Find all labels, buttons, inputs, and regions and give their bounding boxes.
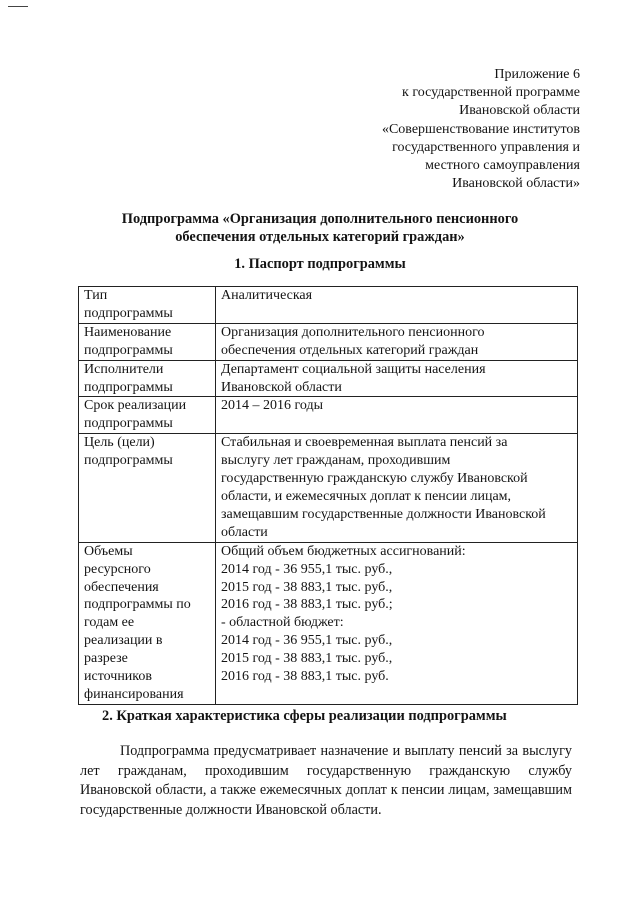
passport-label-cell <box>79 287 216 324</box>
scan-mark <box>8 6 28 7</box>
passport-value-line: 2015 год - 38 883,1 тыс. руб., <box>221 651 393 667</box>
passport-label-cell <box>79 434 216 542</box>
passport-row <box>79 434 578 542</box>
passport-label-line: разрезе <box>84 651 128 667</box>
passport-value-line: Департамент социальной защиты населения <box>221 361 486 377</box>
passport-row <box>79 360 578 397</box>
appendix-line: Приложение 6 <box>494 67 580 82</box>
appendix-line: Ивановской области» <box>452 176 580 192</box>
passport-label-line: подпрограммы <box>84 416 173 432</box>
passport-label-line: подпрограммы по <box>84 597 191 613</box>
passport-value-line: Ивановской области <box>221 379 342 395</box>
passport-value-line: области <box>221 524 268 540</box>
passport-value-line: области, и ежемесячных доплат к пенсии лицам, <box>221 488 512 504</box>
passport-value-line: 2015 год - 38 883,1 тыс. руб., <box>221 579 393 595</box>
title-line-2: обеспечения отдельных категорий граждан» <box>175 229 465 245</box>
passport-value-cell <box>216 434 578 542</box>
passport-value-line: государственную гражданскую службу Ивановской <box>221 471 528 487</box>
passport-label-cell <box>79 323 216 360</box>
passport-value-line: 2014 год - 36 955,1 тыс. руб., <box>221 561 393 577</box>
passport-label-line: подпрограммы <box>84 453 173 469</box>
passport-value-line: 2016 год - 38 883,1 тыс. руб.; <box>221 597 393 613</box>
passport-value-cell <box>216 287 578 324</box>
passport-value-line: замещавшим государственные должности Ивановской <box>221 506 546 522</box>
passport-value-line: Аналитическая <box>221 288 313 303</box>
passport-label-line: реализации в <box>84 633 163 649</box>
passport-value-line: 2016 год - 38 883,1 тыс. руб. <box>221 669 389 685</box>
passport-label-cell <box>79 360 216 397</box>
appendix-line: Ивановской области <box>459 103 580 119</box>
passport-value-line: Общий объем бюджетных ассигнований: <box>221 543 466 559</box>
passport-value-cell <box>216 360 578 397</box>
passport-label-line: подпрограммы <box>84 342 173 358</box>
passport-value-line: 2014 – 2016 годы <box>221 398 324 414</box>
passport-value-line: обеспечения отдельных категорий граждан <box>221 342 479 358</box>
appendix-header <box>382 66 580 193</box>
passport-row <box>79 542 578 704</box>
passport-label-line: Тип <box>84 288 108 303</box>
passport-label-line: годам ее <box>84 615 135 631</box>
passport-value-line: Организация дополнительного пенсионного <box>221 324 485 340</box>
passport-label-line: подпрограммы <box>84 305 173 321</box>
passport-label-line: Наименование <box>84 324 172 340</box>
passport-label-line: обеспечения <box>84 579 159 595</box>
passport-label-line: Объемы <box>84 543 133 559</box>
passport-value-line: 2014 год - 36 955,1 тыс. руб., <box>221 633 393 649</box>
section-1-heading: 1. Паспорт подпрограммы <box>234 256 406 272</box>
passport-row <box>79 287 578 324</box>
passport-row <box>79 397 578 434</box>
passport-row <box>79 323 578 360</box>
appendix-line: «Совершенствование институтов <box>381 121 580 137</box>
passport-value-line: - областной бюджет: <box>221 615 344 631</box>
passport-label-line: подпрограммы <box>84 379 173 395</box>
passport-value-line: выслугу лет гражданам, проходившим <box>221 453 451 469</box>
appendix-line: к государственной программе <box>402 85 580 101</box>
passport-label-cell <box>79 542 216 704</box>
passport-value-cell <box>216 542 578 704</box>
document-title <box>0 210 640 246</box>
passport-table <box>78 286 578 705</box>
passport-label-line: финансирования <box>84 686 184 702</box>
passport-value-cell <box>216 323 578 360</box>
passport-label-line: Цель (цели) <box>84 435 155 451</box>
passport-value-line: Стабильная и своевременная выплата пенсий за <box>221 435 508 451</box>
passport-value-cell <box>216 397 578 434</box>
section-2-heading: 2. Краткая характеристика сферы реализации подпрограммы <box>102 708 507 724</box>
passport-label-cell <box>79 397 216 434</box>
passport-label-line: Исполнители <box>84 361 164 377</box>
passport-label-line: источников <box>84 669 153 685</box>
title-line-1: Подпрограмма «Организация дополнительного пенсионного <box>121 211 519 227</box>
passport-label-line: ресурсного <box>84 561 151 577</box>
appendix-line: государственного управления и <box>392 139 580 155</box>
section-2-paragraph: Подпрограмма предусматривает назначение и выплату пенсий за выслугу лет гражданам, проходившим государственную гражданскую службу Ивановской области, а также ежемесячных доплат к пенсии лицам, замещавшим государственные должности Ивановской области. <box>80 743 572 818</box>
appendix-line: местного самоуправления <box>425 158 580 174</box>
passport-label-line: Срок реализации <box>84 398 187 414</box>
